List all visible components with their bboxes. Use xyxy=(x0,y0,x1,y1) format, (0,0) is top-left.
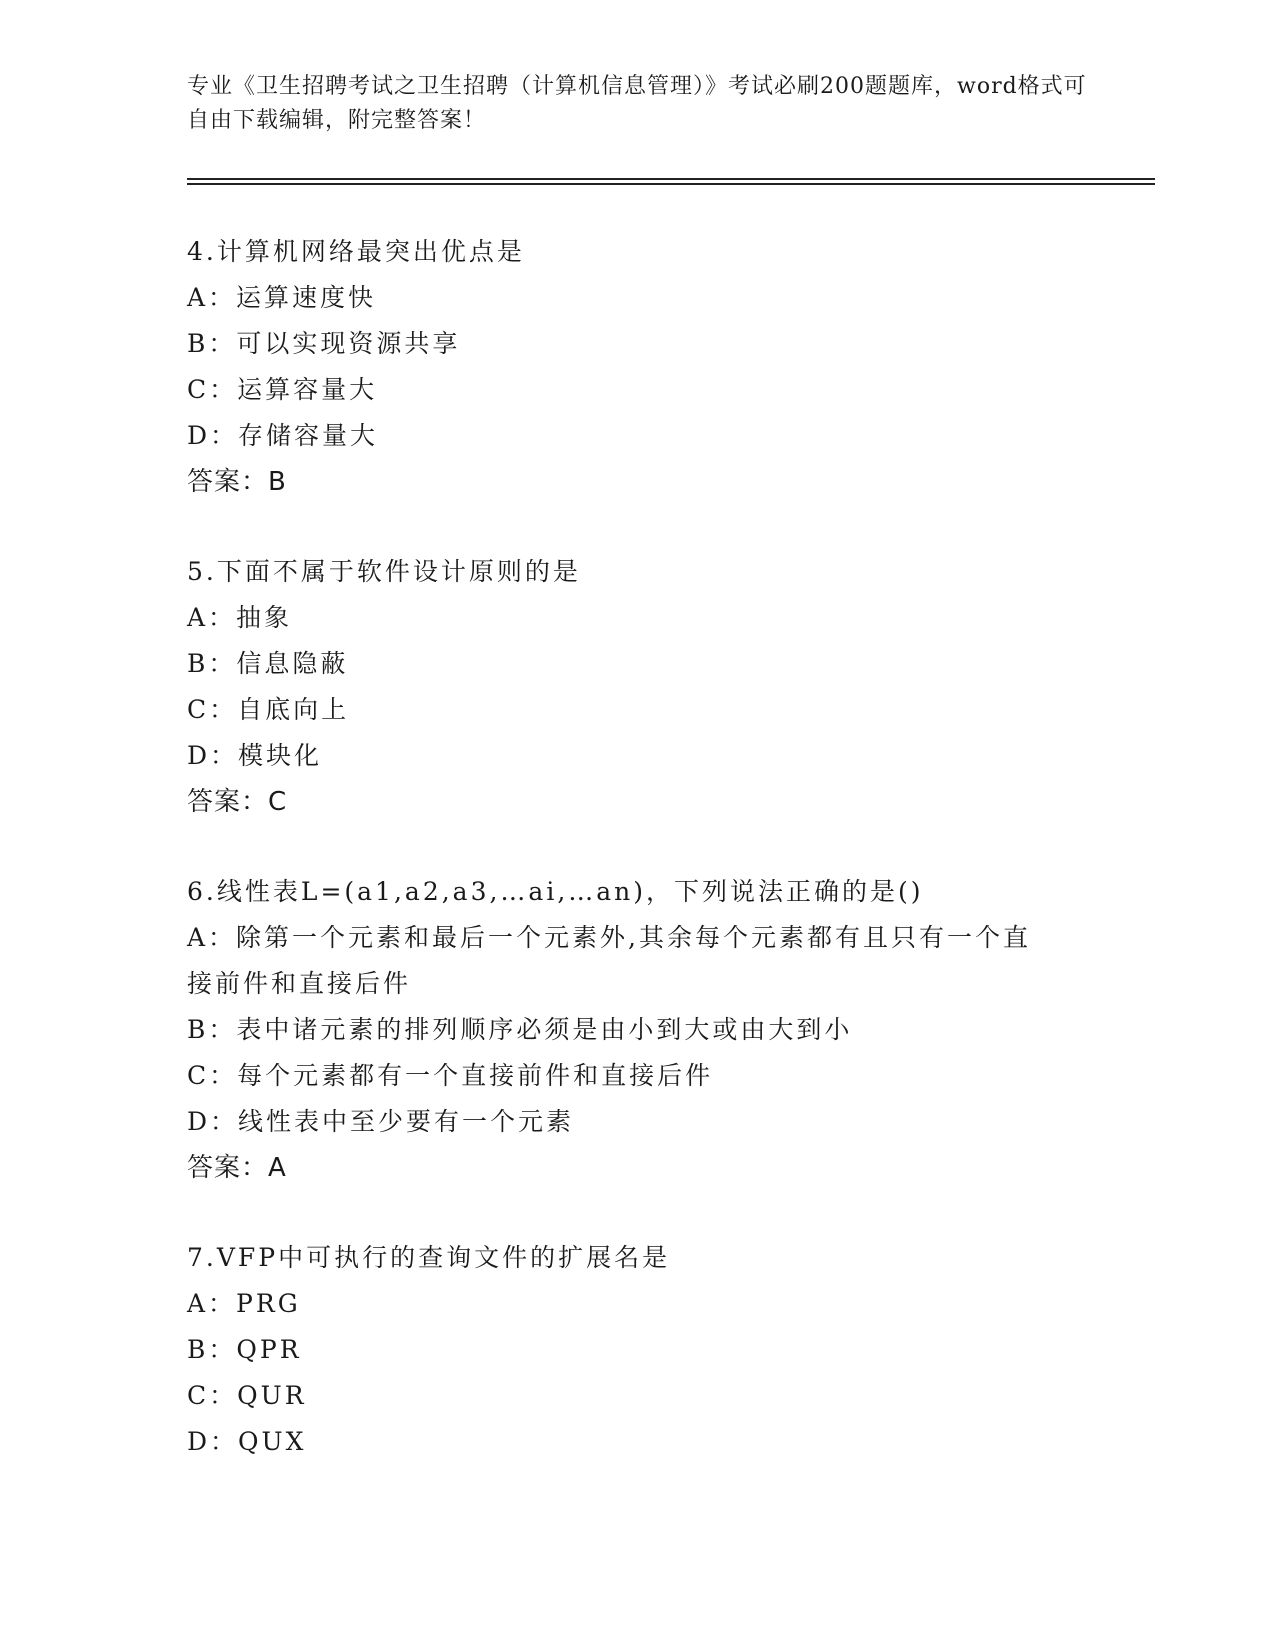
option-d: D：模块化 xyxy=(187,741,323,770)
option-d: D：QUX xyxy=(187,1427,307,1456)
document-header: 专业《卫生招聘考试之卫生招聘（计算机信息管理）》考试必刷200题题库，word格式可自由下载编辑，附完整答案！ xyxy=(187,74,1087,133)
option-b: B：可以实现资源共享 xyxy=(187,329,461,358)
answer: 答案：C xyxy=(187,787,288,817)
question-7 xyxy=(187,1235,1087,1465)
option-b: B：信息隐蔽 xyxy=(187,649,349,678)
answer: 答案：B xyxy=(187,467,287,497)
option-a: A：抽象 xyxy=(187,603,293,632)
option-a: A：运算速度快 xyxy=(187,283,377,312)
question-stem: 6.线性表L=(a1,a2,a3,…ai,…an)，下列说法正确的是() xyxy=(187,877,924,906)
option-c: C：自底向上 xyxy=(187,695,350,724)
question-5 xyxy=(187,549,1087,825)
option-c: C：QUR xyxy=(187,1381,307,1410)
question-6 xyxy=(187,869,1087,1191)
option-a: A：PRG xyxy=(187,1289,301,1318)
answer: 答案：A xyxy=(187,1153,287,1183)
header-divider-second xyxy=(187,183,1155,185)
question-stem: 5.下面不属于软件设计原则的是 xyxy=(187,557,581,586)
question-stem: 7.VFP中可执行的查询文件的扩展名是 xyxy=(187,1243,671,1272)
option-c: C：每个元素都有一个直接前件和直接后件 xyxy=(187,1061,714,1090)
option-c: C：运算容量大 xyxy=(187,375,378,404)
option-a: A：除第一个元素和最后一个元素外,其余每个元素都有且只有一个直接前件和直接后件 xyxy=(187,923,1032,998)
question-stem: 4.计算机网络最突出优点是 xyxy=(187,237,525,266)
option-d: D：线性表中至少要有一个元素 xyxy=(187,1107,575,1136)
option-d: D：存储容量大 xyxy=(187,421,379,450)
option-b: B：表中诸元素的排列顺序必须是由小到大或由大到小 xyxy=(187,1015,853,1044)
question-4 xyxy=(187,229,1087,505)
option-b: B：QPR xyxy=(187,1335,302,1364)
header-divider xyxy=(187,178,1155,180)
